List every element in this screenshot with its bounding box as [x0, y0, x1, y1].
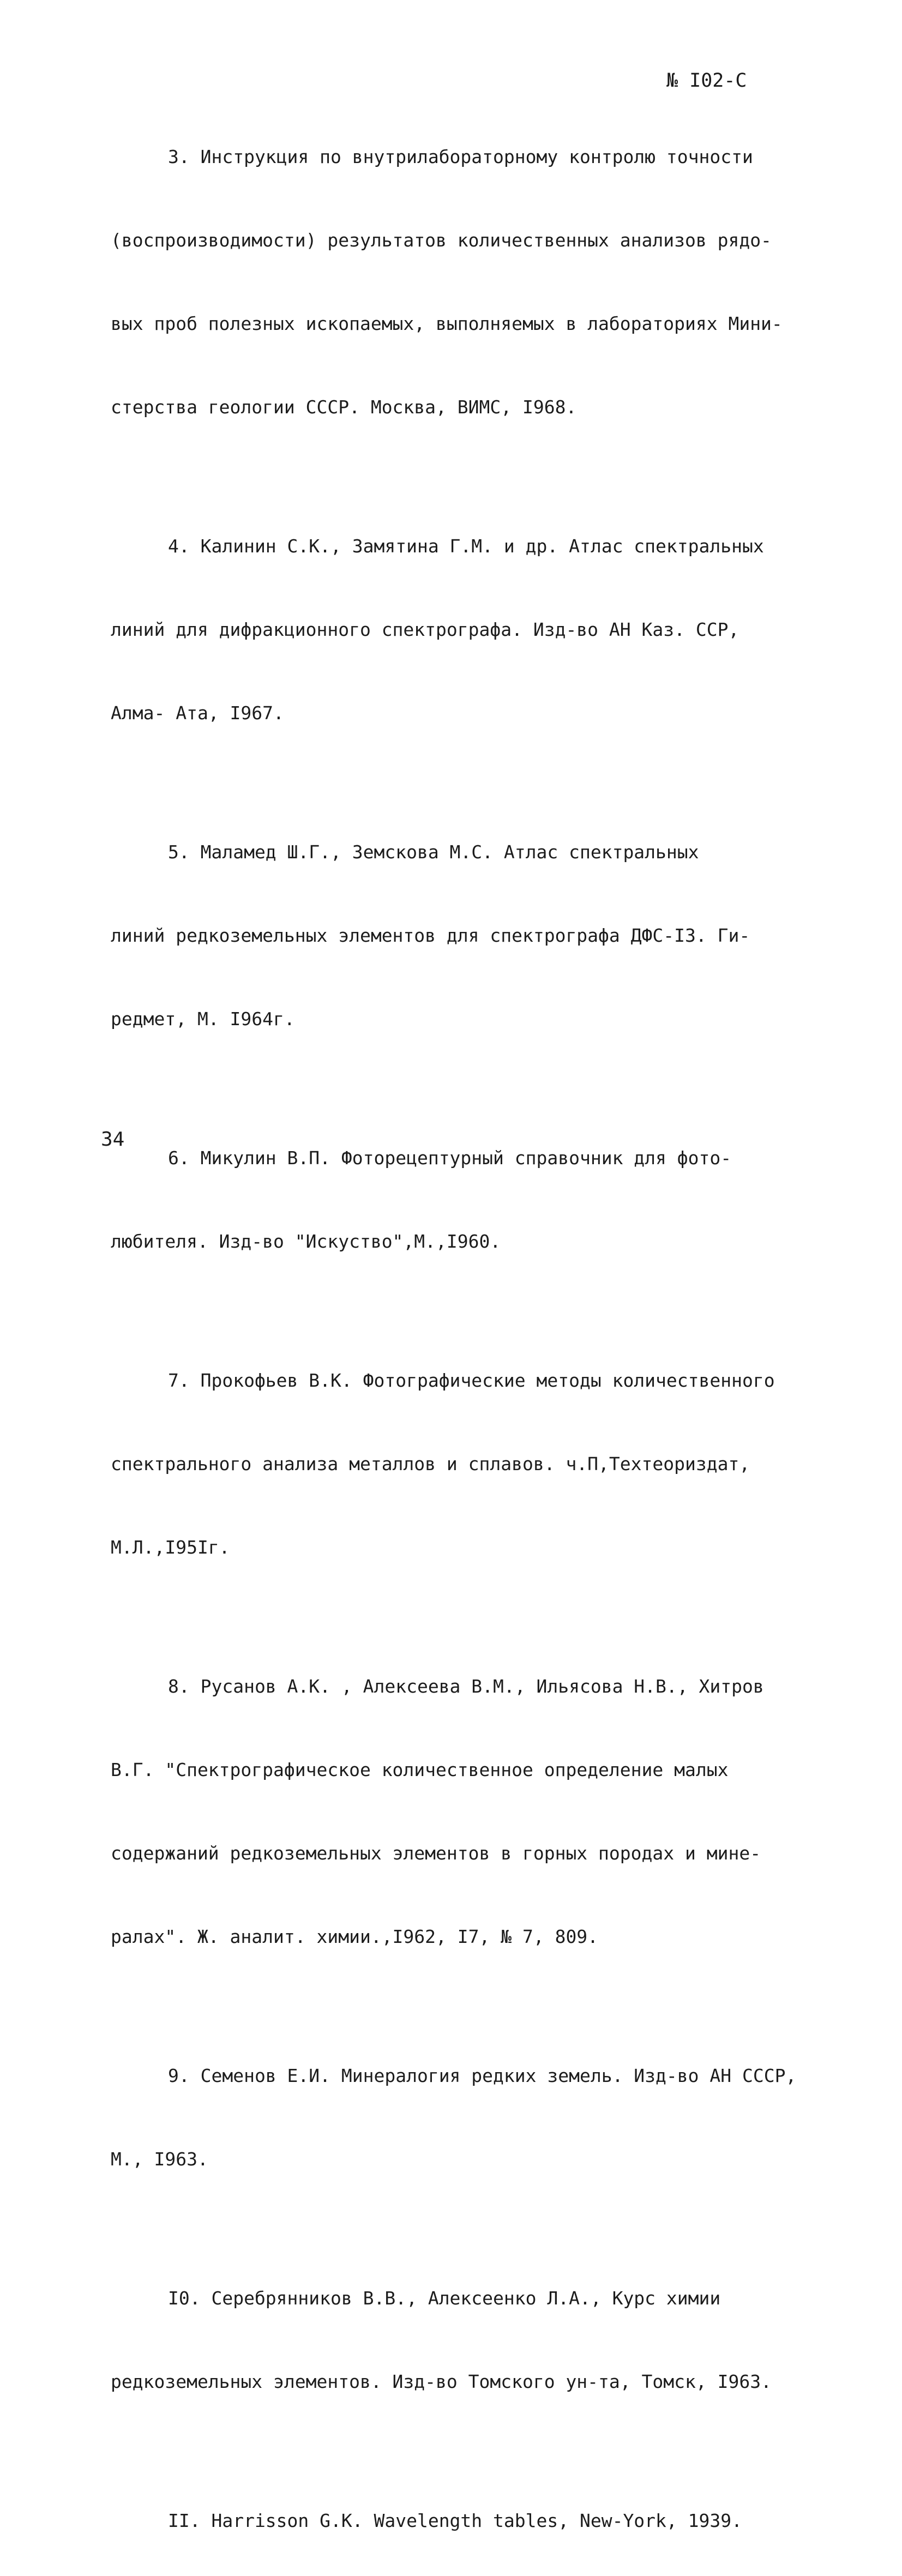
reference-item-8 [111, 1617, 814, 2006]
reference-line: М., I963. [111, 2148, 208, 2170]
reference-line: редкоземельных элементов. Изд-во Томского ун-та, Томск, I963. [111, 2371, 772, 2392]
reference-line: стерства геологии СССР. Москва, ВИМС, I968. [111, 396, 577, 418]
reference-line: (воспроизводимости) результатов количественных анализов рядо- [111, 230, 772, 251]
reference-item-9 [111, 2006, 814, 2229]
reference-line: Алма- Ата, I967. [111, 702, 284, 724]
reference-item-6 [111, 1088, 814, 1311]
reference-line: редмет, М. I964г. [111, 1008, 295, 1030]
reference-line: содержаний редкоземельных элементов в горных породах и мине- [111, 1843, 761, 1864]
page-number: 34 [101, 1128, 125, 1151]
reference-line: вых проб полезных ископаемых, выполняемых в лабораториях Мини- [111, 313, 783, 334]
reference-line: спектрального анализа металлов и сплавов. ч.П,Техтеориздат, [111, 1453, 750, 1474]
reference-line: линий для дифракционного спектрографа. Изд-во АН Каз. ССР, [111, 619, 739, 640]
reference-line: любителя. Изд-во "Искуство",М.,I960. [111, 1231, 501, 1252]
reference-line: 7. Прокофьев В.К. Фотографические методы количественного [168, 1370, 775, 1391]
document-number: № I02-С [666, 70, 747, 92]
reference-item-10 [111, 2229, 814, 2451]
reference-line: ралах". Ж. аналит. химии.,I962, I7, № 7, 809. [111, 1926, 599, 1947]
reference-item-7 [111, 1311, 814, 1617]
reference-line: I0. Серебрянников В.В., Алексеенко Л.А., Курс химии [168, 2288, 721, 2309]
reference-line: 8. Русанов А.К. , Алексеева В.М., Ильясова Н.В., Хитров [168, 1676, 764, 1697]
reference-line: 9. Семенов Е.И. Минералогия редких земель. Изд-во АН СССР, [168, 2065, 797, 2086]
reference-line: 4. Калинин С.К., Замятина Г.М. и др. Атлас спектральных [168, 535, 764, 557]
reference-line: В.Г. "Спектрографическое количественное определение малых [111, 1759, 729, 1780]
reference-item-4 [111, 477, 814, 783]
reference-line: 3. Инструкция по внутрилабораторному контролю точности [168, 146, 753, 167]
reference-line: линий редкоземельных элементов для спектрографа ДФС-I3. Ги- [111, 925, 750, 946]
reference-item-11 [111, 2451, 814, 2576]
reference-line: 5. Маламед Ш.Г., Земскова М.С. Атлас спектральных [168, 841, 699, 863]
reference-list [111, 87, 814, 2576]
reference-line: М.Л.,I95Iг. [111, 1537, 230, 1558]
reference-line: 6. Микулин В.П. Фоторецептурный справочник для фото- [168, 1147, 732, 1169]
reference-item-3 [111, 87, 814, 477]
reference-line: II. Harrisson G.K. Wavelength tables, New-York, 1939. [168, 2510, 742, 2531]
reference-item-5 [111, 783, 814, 1088]
